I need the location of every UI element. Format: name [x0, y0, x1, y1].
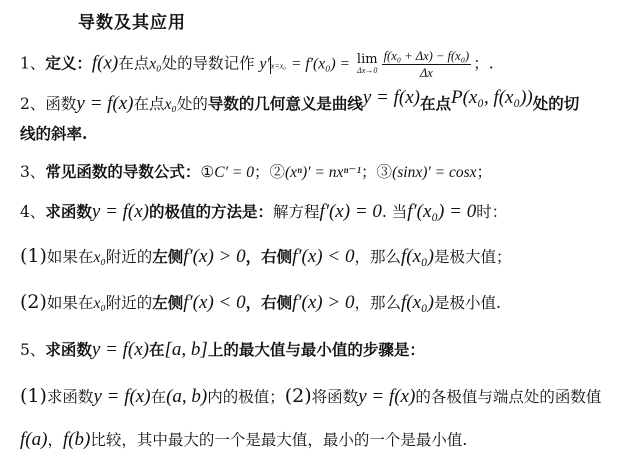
- formula: = f′(x₀) =: [291, 55, 350, 73]
- item-number: 2、: [20, 95, 46, 113]
- item-label: 求函数: [45, 340, 92, 359]
- item-4-case-2: [20, 290, 501, 316]
- text: ，: [47, 431, 63, 449]
- text: 如果在: [46, 294, 94, 312]
- item-number: 4、: [20, 203, 46, 221]
- text: ①: [200, 163, 215, 181]
- text: 解方程: [273, 203, 320, 221]
- formula: f(a): [20, 429, 48, 450]
- item-4: [20, 200, 507, 224]
- text: 附近的: [105, 248, 153, 266]
- item-5-step-1: [20, 384, 601, 409]
- formula: x₀: [93, 295, 106, 312]
- text-bold: ，右侧: [245, 247, 293, 266]
- text: 求函数: [46, 388, 94, 406]
- text-bold: 处的切: [532, 94, 580, 113]
- item-2-continued: 线的斜率.: [20, 124, 88, 143]
- formula: x₀: [93, 249, 106, 266]
- item-number: 3、: [20, 163, 46, 181]
- item-2: [20, 87, 580, 117]
- text: 函数: [45, 95, 77, 113]
- text: 是极小值.: [433, 294, 501, 312]
- formula: C′ = 0: [214, 164, 254, 181]
- formula: f(x): [91, 52, 119, 74]
- case-number: (1): [20, 245, 47, 267]
- formula: f′(x₀) = 0: [407, 201, 477, 222]
- text: ；: [476, 163, 493, 181]
- page-title: 导数及其应用: [78, 13, 186, 33]
- formula: f(x₀): [400, 246, 434, 267]
- item-5-step-2: [20, 428, 467, 452]
- formula: f′(x) > 0: [183, 246, 246, 267]
- item-4-case-1: [20, 244, 511, 270]
- formula: y = f(x): [358, 386, 416, 407]
- text-bold: 上的最大值与最小值的步骤是：: [207, 340, 425, 359]
- text: 在点: [133, 95, 165, 113]
- formula: f′(x) < 0: [292, 246, 355, 267]
- formula: [a, b]: [164, 339, 208, 360]
- text: 在点: [118, 54, 150, 73]
- formula: y = f(x): [362, 87, 420, 108]
- text-bold: 在点: [419, 94, 451, 113]
- text-bold: 左侧: [152, 247, 184, 266]
- fraction: $\frac{\text{f(x₀ + Δx) − f(x₀)}}{\Delta x}$: [383, 49, 470, 80]
- text: 附近的: [105, 294, 153, 312]
- item-number: 5、: [20, 341, 46, 359]
- formula: y = f(x): [91, 339, 150, 360]
- text: 在: [150, 388, 167, 406]
- text-bold: 在: [149, 340, 165, 359]
- text: ，那么: [354, 294, 401, 312]
- text: ；③: [361, 163, 393, 181]
- text-bold: ，右侧: [245, 293, 293, 312]
- text: 如果在: [46, 248, 94, 266]
- item-label: 常见函数的导数公式：: [45, 162, 201, 181]
- text: 的各极值与端点处的函数值: [415, 388, 602, 406]
- formula: y = f(x): [93, 386, 151, 407]
- formula: x₀: [164, 96, 177, 113]
- item-number: 1、: [20, 54, 46, 73]
- formula: x₀: [149, 55, 162, 73]
- case-number: (2): [20, 291, 47, 313]
- formula: y = f(x): [76, 93, 134, 114]
- formula: P(x₀, f(x₀)): [450, 87, 533, 108]
- text: 时：: [476, 203, 508, 221]
- formula: (a, b): [166, 386, 208, 407]
- formula: f(x₀): [400, 292, 434, 313]
- formula: f′(x) = 0: [319, 201, 382, 222]
- text: 处的导数记作: [161, 54, 255, 73]
- text: 将函数: [311, 388, 359, 406]
- formula-subscript: x=x₀: [270, 61, 287, 71]
- item-label: 定义：: [45, 53, 92, 73]
- formula: (xⁿ)′ = nxⁿ⁻¹: [285, 164, 362, 181]
- formula: y′: [259, 55, 270, 73]
- item-1: [20, 48, 494, 81]
- formula: f(b): [62, 429, 91, 450]
- limit: lim Δx→0: [356, 52, 378, 75]
- text: ；.: [473, 54, 494, 73]
- formula: (sinx)′ = cosx: [392, 164, 477, 181]
- text-bold: 的极值的方法是：: [149, 202, 274, 221]
- item-5: [20, 338, 425, 362]
- text: ；②: [254, 163, 286, 181]
- step-number: (1): [20, 385, 47, 407]
- text: 处的: [176, 95, 208, 113]
- step-number: (2): [284, 385, 312, 407]
- text: 比较，其中最大的一个是最大值，最小的一个是最小值.: [90, 431, 468, 449]
- item-3: [20, 160, 492, 185]
- text: ，那么: [354, 248, 401, 266]
- text: 内的极值；: [207, 388, 285, 406]
- formula: f′(x) < 0: [183, 292, 246, 313]
- text-bold: 左侧: [152, 293, 184, 312]
- text: 是极大值；: [433, 248, 512, 266]
- text: . 当: [381, 203, 408, 221]
- formula: y = f(x): [91, 201, 150, 222]
- item-label: 求函数: [45, 202, 92, 221]
- text-bold: 导数的几何意义是曲线: [207, 94, 363, 113]
- formula: f′(x) > 0: [292, 292, 355, 313]
